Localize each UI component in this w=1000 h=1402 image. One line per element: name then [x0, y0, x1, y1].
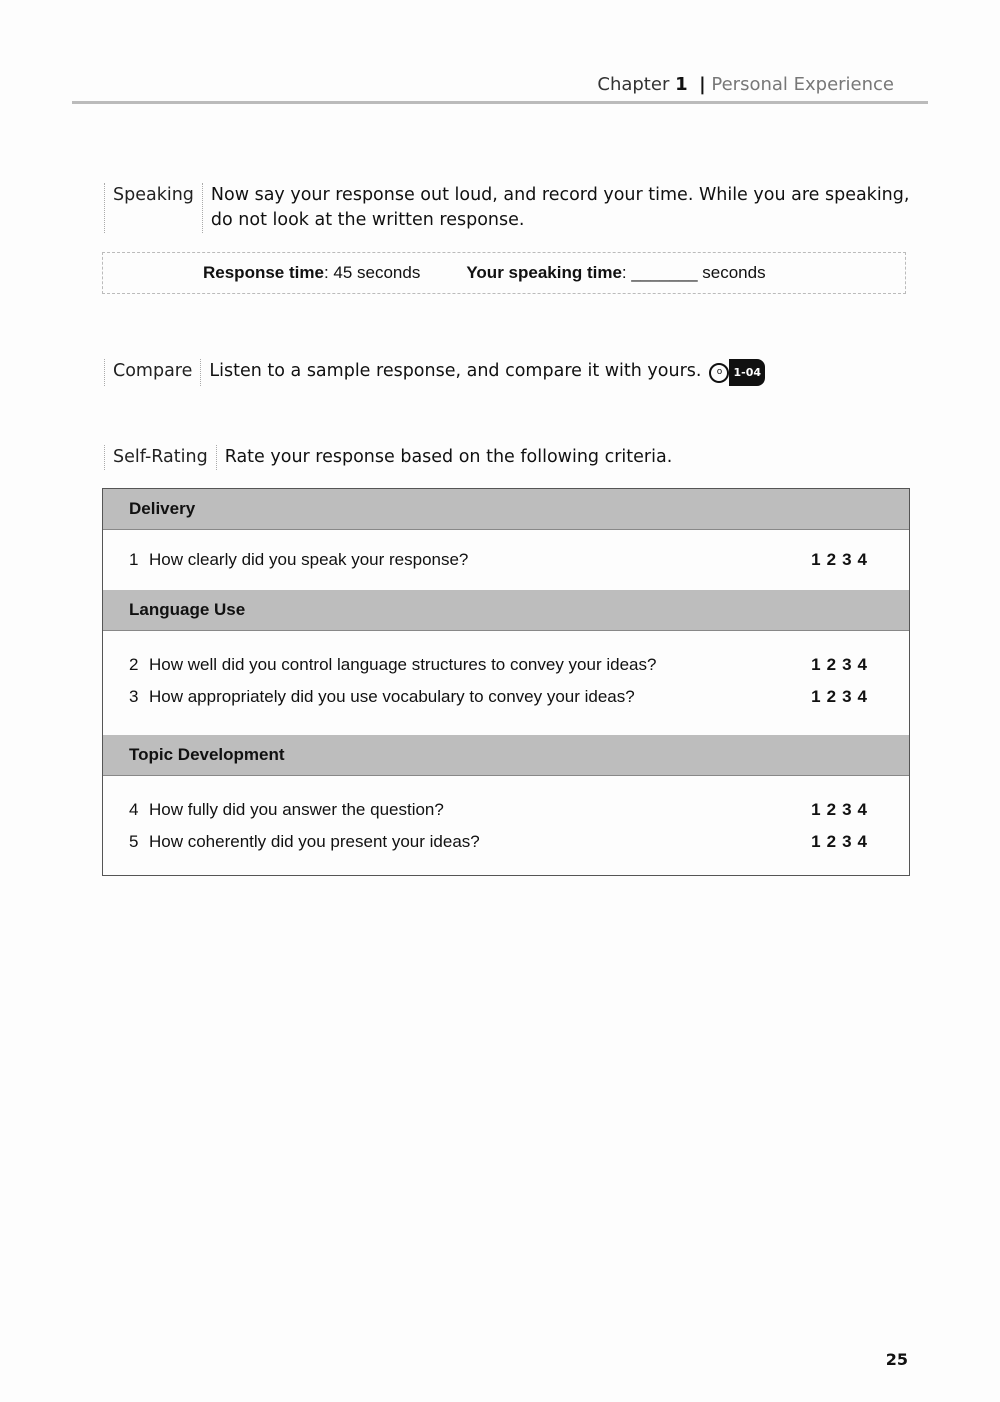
speaking-time-label: Your speaking time [466, 263, 622, 282]
rating-table [102, 488, 910, 876]
question-row [103, 649, 909, 681]
self-rating-label: Self-Rating [104, 445, 217, 470]
response-time-label: Response time [203, 263, 324, 282]
question-number: 5 [129, 832, 139, 851]
self-rating-instruction [104, 445, 672, 470]
rating-scale: 1234 [811, 655, 873, 674]
chapter-label: Chapter [597, 74, 670, 95]
question-number: 3 [129, 687, 139, 706]
self-rating-text: Rate your response based on the following criteria. [224, 447, 673, 467]
question-number: 1 [129, 550, 139, 569]
audio-track-icon: o 1-04 [709, 359, 765, 386]
question-text: How appropriately did you use vocabulary to convey your ideas? [149, 687, 635, 706]
question-number: 2 [129, 655, 139, 674]
rating-scale: 1234 [811, 800, 873, 819]
response-time-value: : 45 seconds [323, 263, 421, 282]
section-header: Delivery [103, 489, 909, 530]
compare-instruction [104, 359, 765, 386]
question-number: 4 [129, 800, 139, 819]
separator: | [699, 74, 706, 95]
compare-text: Listen to a sample response, and compare it with yours. [209, 361, 702, 381]
track-number: 1-04 [729, 359, 765, 386]
speaking-label: Speaking [104, 183, 203, 233]
response-time [203, 263, 420, 283]
question-row [103, 794, 909, 826]
question-row [103, 544, 909, 576]
question-row [103, 826, 909, 858]
question-text: How clearly did you speak your response? [149, 550, 469, 569]
speaking-time-value: : _______ seconds [621, 263, 766, 282]
question-row [103, 681, 909, 713]
section-body [103, 530, 909, 590]
question-text: How fully did you answer the question? [149, 800, 444, 819]
speaking-instruction [104, 183, 914, 233]
rating-scale: 1234 [811, 832, 873, 851]
header-rule [72, 101, 928, 104]
chapter-number: 1 [675, 74, 688, 95]
page-number: 25 [885, 1350, 908, 1369]
section-body [103, 631, 909, 735]
speaking-text: Now say your response out loud, and record your time. While you are speaking, do not look at the written response. [210, 185, 910, 230]
question-text: How well did you control language structures to convey your ideas? [149, 655, 657, 674]
section-header: Topic Development [103, 735, 909, 776]
rating-scale: 1234 [811, 550, 873, 569]
section-header: Language Use [103, 590, 909, 631]
speaking-time [466, 263, 765, 283]
chapter-header [597, 74, 894, 95]
section-body [103, 776, 909, 876]
rating-scale: 1234 [811, 687, 873, 706]
chapter-title: Personal Experience [711, 74, 894, 95]
compare-label: Compare [104, 359, 201, 386]
question-text: How coherently did you present your ideas? [149, 832, 480, 851]
timing-box [102, 252, 906, 294]
